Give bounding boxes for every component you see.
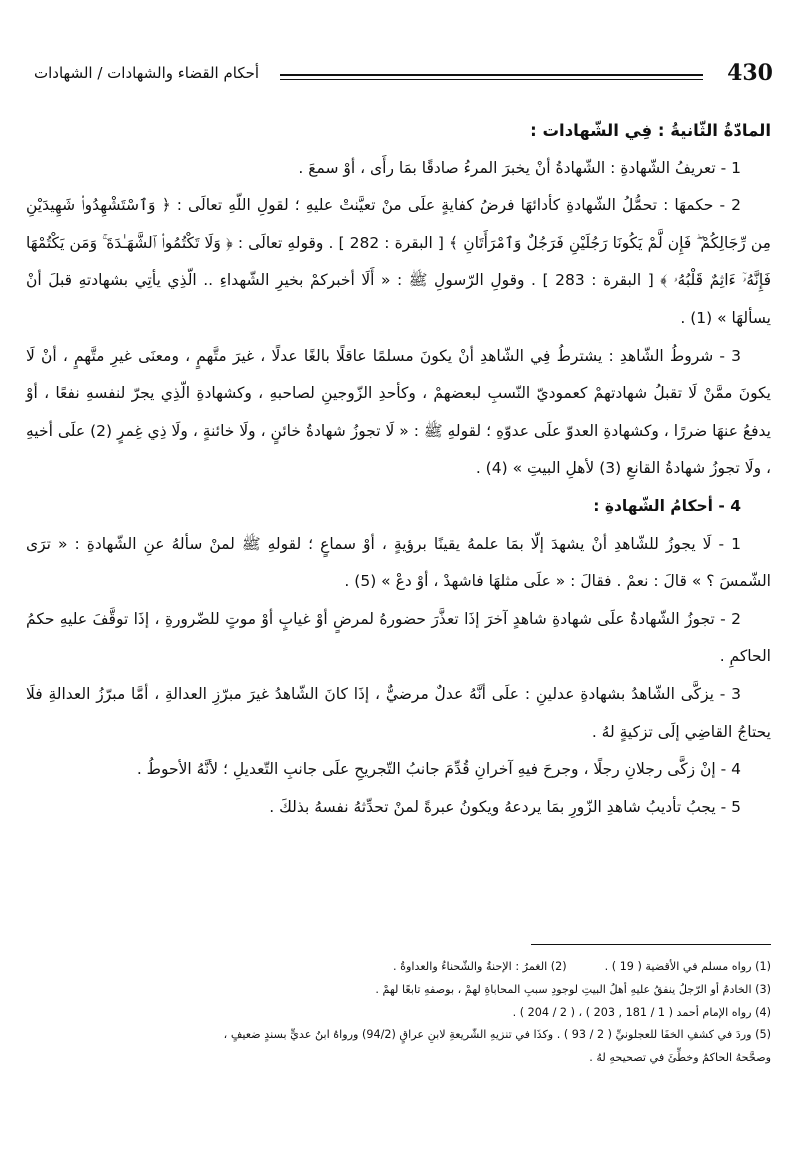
footnote-1: (1) رواه مسلم في الأقضية ( 19 ) . (604, 960, 771, 973)
footnote-3: (3) الخادمُ أو الرّجلُ ينفقُ عليهِ أهلُ البيتِ لوجودِ سببِ المحاباةِ لهمْ ، بوصفهِ تابعًا لهمْ . (375, 982, 771, 996)
footnote-row (30, 956, 771, 979)
ruling-item-3: 3 - يزكَّى الشّاهدُ بشهادةِ عدلينِ : علَى أنَّهُ عدلٌ مرضيٌّ ، إذَا كانَ الشّاهدُ غيرَ مبرّزِ العدالةِ ، أمَّا مبرّزُ العدالةِ فلَا يحتاجُ القاضِي إلَى تزكيةٍ لهُ . (26, 684, 771, 741)
ruling-item-1: 1 - لَا يجوزُ للشّاهدِ أنْ يشهدَ إلّا بمَا علمهُ يقينًا برؤيةٍ ، أوْ سماعٍ ؛ لقولهِ ﷺ لمنْ سألهُ عنِ الشّهادةِ : « ترَى الشّمسَ ؟ » قالَ : نعمْ . فقالَ : « علَى مثلهَا فاشهدْ ، أوْ دعْ » (5) . (26, 534, 771, 591)
footnote-2: (2) الغمرُ : الإحنةُ والشّحناءُ والعداوةُ . (393, 960, 567, 973)
footnote-separator (531, 944, 771, 945)
paragraph-definition: 1 - تعريفُ الشّهادةِ : الشّهادةُ أنْ يخبرَ المرءُ صادقًا بمَا رأَى ، أوْ سمعَ . (298, 158, 741, 177)
header-double-rule (280, 74, 703, 83)
ruling-item-2: 2 - تجوزُ الشّهادةُ علَى شهادةِ شاهدٍ آخرَ إذَا تعذَّرَ حضورهُ لمرضٍ أوْ غيابٍ أوْ موتٍ للضّرورةِ ، إذَا توقَّفَ عليهِ حكمُ الحاكمِ . (26, 609, 771, 666)
paragraph-ruling: 2 - حكمهَا : تحمُّلُ الشّهادةِ كأدائهَا فرضُ كفايةٍ علَى منْ تعيَّنتْ عليهِ ؛ لقولِ اللّهِ تعالَى : ﴿ وَٱسْتَشْهِدُوا۟ شَهِيدَيْنِ مِن رِّجَالِكُمْ ۖ فَإِن لَّمْ يَكُونَا رَجُلَيْنِ فَرَجُلٌ وَٱمْرَأَتَانِ ﴾ [ البقرة : 282 ] . وقولهِ تعالَى : ﴿ وَلَا تَكْتُمُوا۟ ٱلشَّهَـٰدَةَ ۚ وَمَن يَكْتُمْهَا فَإِنَّهُۥٓ ءَاثِمٌ قَلْبُهُۥ ﴾ [ البقرة : 283 ] . وقولِ الرّسولِ ﷺ : « أَلَا أخبركمْ بخيرِ الشّهداءِ .. الّذِي يأتِي بشهادتهِ قبلَ أنْ يسألهَا » (1) . (26, 196, 771, 327)
page-number: 430 (727, 60, 773, 86)
section-title: المادّةُ الثّانيةُ : فِي الشّهادات : (530, 121, 771, 140)
footnote-5: (5) وردَ في كشفِ الخفَا للعجلونيِّ ( 2 / 93 ) . وكذَا في تنزيهِ الشّريعةِ لابنِ عراقٍ (94/2) ورواهُ ابنُ عديٍّ بسندٍ ضعيفٍ ، (223, 1028, 771, 1042)
main-text (26, 112, 771, 826)
footnotes (30, 956, 771, 1070)
paragraph-witness-conditions: 3 - شروطُ الشّاهدِ : يشترطُ فِي الشّاهدِ أنْ يكونَ مسلمًا عاقلًا بالغًا عدلًا ، غيرَ متَّهمٍ ، ومعنَى غيرِ متَّهمٍ ، أنْ لَا يكونَ ممَّنْ لَا تقبلُ شهادتهمْ كعموديّ النّسبِ لبعضهمْ ، وكأحدِ الزّوجينِ لصاحبهِ ، وكشهادةِ الّذِي يجرّ لنفسهِ نفعًا ، أوْ يدفعُ عنهَا ضررًا ، وكشهادةِ العدوّ علَى عدوّهِ ؛ لقولهِ ﷺ : « لَا تجوزُ شهادةُ خائنٍ ، ولَا خائنةٍ ، ولَا ذِي غِمرٍ (2) علَى أخيهِ ، ولَا تجوزُ شهادةُ القانعِ (3) لأهلِ البيتِ » (4) . (26, 346, 772, 478)
page-header (34, 60, 773, 94)
running-title: أحكام القضاء والشهادات / الشهادات (34, 64, 260, 82)
ruling-item-4: 4 - إنْ زكَّى رجلانِ رجلًا ، وجرحَ فيهِ آخرانِ قُدِّمَ جانبُ التّجريحِ علَى جانبِ التّعديلِ ؛ لأنَّهُ الأحوطُ . (136, 760, 741, 779)
footnote-5-continued: وصحَّحهُ الحاكمُ وخطِّئَ في تصحيحهِ لهُ . (589, 1051, 771, 1065)
subheading-rulings: 4 - أحكامُ الشّهادةِ : (593, 496, 741, 515)
footnote-4: (4) رواه الإمام أحمد ( 1 / 181 , 203 ) ، ( 2 / 204 ) . (512, 1005, 771, 1019)
ruling-item-5: 5 - يجبُ تأديبُ شاهدِ الزّورِ بمَا يردعهُ ويكونُ عبرةً لمنْ تحدِّثهُ نفسهُ بذلكَ . (269, 797, 741, 816)
